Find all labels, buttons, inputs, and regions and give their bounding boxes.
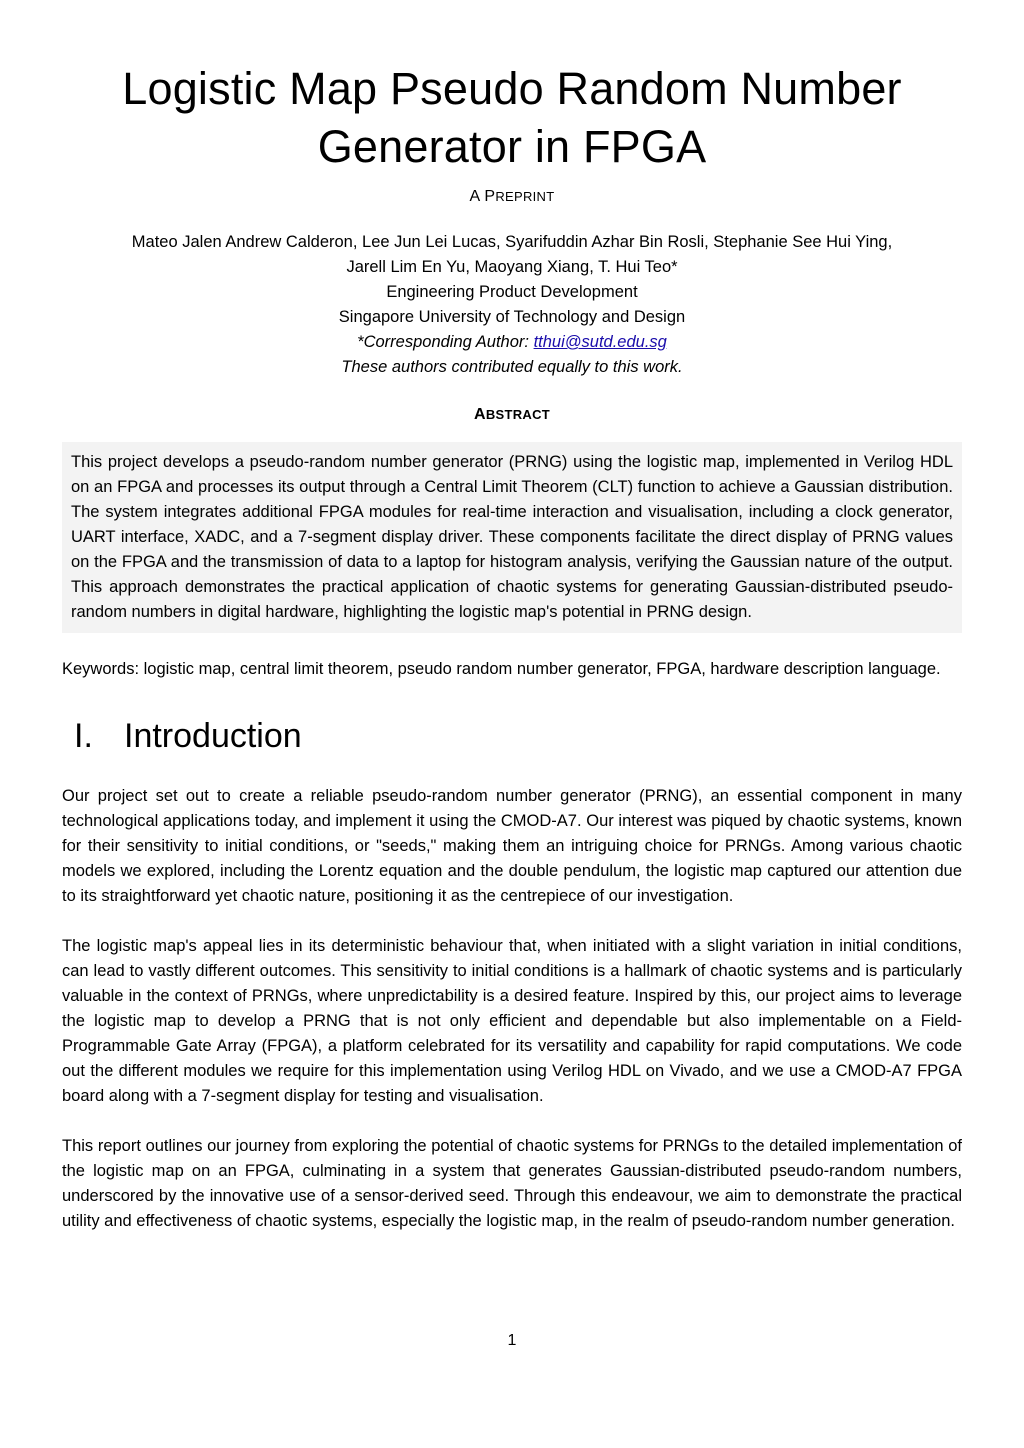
corresponding-email-link[interactable]: tthui@sutd.edu.sg <box>533 333 667 351</box>
preprint-label-first: A P <box>469 188 496 205</box>
corresponding-author-label: *Corresponding Author: <box>357 333 534 351</box>
section-number: I. <box>74 717 93 755</box>
page-number: 1 <box>507 1332 517 1349</box>
paper-title <box>62 60 962 176</box>
paper-title-line-1: Logistic Map Pseudo Random Number <box>122 63 902 114</box>
keywords: Keywords: logistic map, central limit theorem, pseudo random number generator, FPGA, hardware description language. <box>62 660 941 678</box>
equal-contribution-note: These authors contributed equally to this work. <box>341 358 683 376</box>
introduction-heading <box>62 716 962 756</box>
abstract-heading-first: A <box>473 406 486 423</box>
preprint-label-rest: REPRINT <box>495 189 555 204</box>
section-title: Introduction <box>124 717 302 755</box>
abstract-heading-rest: BSTRACT <box>485 407 551 422</box>
author-block <box>62 230 962 380</box>
corresponding-author <box>62 330 962 355</box>
preprint-label <box>62 188 962 206</box>
university: Singapore University of Technology and Design <box>338 308 686 326</box>
abstract-heading <box>62 406 962 424</box>
authors-line-1: Mateo Jalen Andrew Calderon, Lee Jun Lei Lucas, Syarifuddin Azhar Bin Rosli, Stephanie See Hui Ying, <box>131 233 893 251</box>
intro-paragraph-3: This report outlines our journey from exploring the potential of chaotic systems for PRNGs to the detailed implementation of the logistic map on an FPGA, culminating in a system that generates Gaussian-distributed pseudo-random numbers, underscored by the innovative use of a sensor-derived seed. Through this endeavour, we aim to demonstrate the practical utility and effectiveness of chaotic systems, especially the logistic map, in the realm of pseudo-random number generation. <box>62 1137 962 1231</box>
paper-page <box>62 60 962 1234</box>
intro-paragraph-2: The logistic map's appeal lies in its deterministic behaviour that, when initiated with a slight variation in initial conditions, can lead to vastly different outcomes. This sensitivity to initial conditions is a hallmark of chaotic systems and is particularly valuable in the context of PRNGs, where unpredictability is a desired feature. Inspired by this, our project aims to leverage the logistic map to develop a PRNG that is not only efficient and dependable but also implementable on a Field-Programmable Gate Array (FPGA), a platform celebrated for its versatility and capability for rapid computations. We code out the different modules we require for this implementation using Verilog HDL on Vivado, and we use a CMOD-A7 FPGA board along with a 7-segment display for testing and visualisation. <box>62 937 962 1106</box>
authors-line-2: Jarell Lim En Yu, Maoyang Xiang, T. Hui Teo* <box>346 258 678 276</box>
paper-title-line-2: Generator in FPGA <box>317 121 707 172</box>
intro-paragraph-1: Our project set out to create a reliable pseudo-random number generator (PRNG), an essential component in many technological applications today, and implement it using the CMOD-A7. Our interest was piqued by chaotic systems, known for their sensitivity to initial conditions, or "seeds," making them an intriguing choice for PRNGs. Among various chaotic models we explored, including the Lorentz equation and the double pendulum, the logistic map captured our attention due to its straightforward yet chaotic nature, positioning it as the centrepiece of our investigation. <box>62 787 962 906</box>
department: Engineering Product Development <box>386 283 638 301</box>
abstract-text: This project develops a pseudo-random number generator (PRNG) using the logistic map, implemented in Verilog HDL on an FPGA and processes its output through a Central Limit Theorem (CLT) function to achieve a Gaussian distribution. The system integrates additional FPGA modules for real-time interaction and visualisation, including a clock generator, UART interface, XADC, and a 7-segment display driver. These components facilitate the direct display of PRNG values on the FPGA and the transmission of data to a laptop for histogram analysis, verifying the Gaussian nature of the output. This approach demonstrates the practical application of chaotic systems for generating Gaussian-distributed pseudo-random numbers in digital hardware, highlighting the logistic map's potential in PRNG design. <box>62 442 962 633</box>
